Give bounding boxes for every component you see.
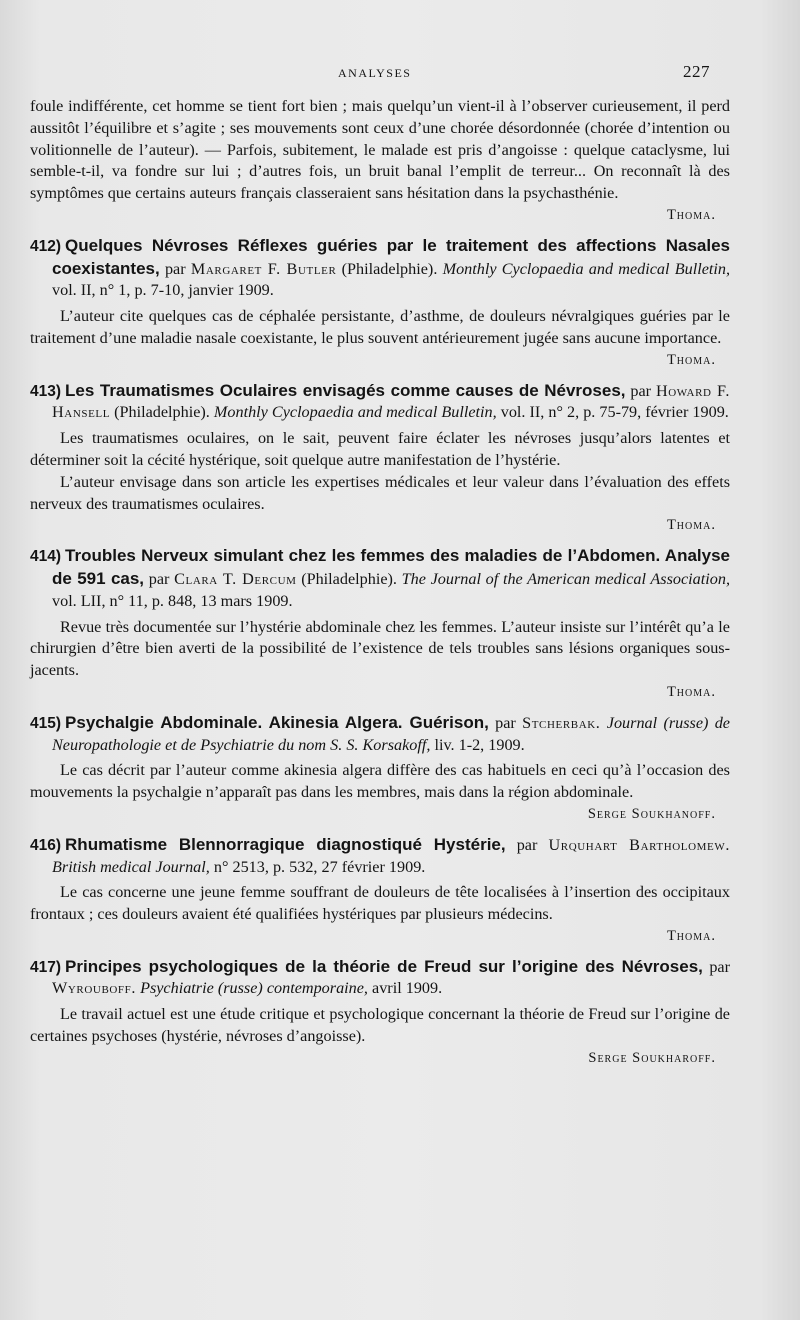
entry-location: (Philadelphie). (110, 403, 214, 422)
entry-title: Quelques Névroses Réflexes guéries par le traitement des affections Nasales coexistantes, (52, 235, 730, 278)
entry-author: Margaret F. Butler (190, 259, 337, 278)
entry-title: Principes psychologiques de la théorie de Freud sur l’origine des Névroses, (65, 956, 703, 976)
entry-by: par (625, 381, 656, 400)
analysis-entry (30, 380, 730, 538)
analysis-entry (30, 545, 730, 704)
entry-heading (30, 712, 730, 757)
entry-source: Monthly Cyclopaedia and medical Bulletin, (213, 403, 497, 422)
entry-author: Wyrouboff. (52, 979, 137, 998)
entry-paragraph: Le cas concerne une jeune femme souffrant de douleurs de tête localisées à l’insertion des occipitaux frontaux ; ces douleurs avaient été qualifiées hystériques par plusieurs médecins. (30, 883, 730, 924)
entry-signature: Thoma. (666, 927, 716, 944)
entry-author: Howard F. Hansell (52, 381, 730, 422)
entry-heading (30, 956, 730, 1001)
entry-by: par (488, 713, 523, 732)
entry-heading (30, 834, 730, 879)
entry-heading (30, 545, 730, 612)
entry-reference: vol. II, n° 1, p. 7-10, janvier 1909. (52, 281, 274, 300)
intro-signature: Thoma. (666, 206, 716, 223)
entry-title: Troubles Nerveux simulant chez les femmes des maladies de l’Abdomen. Analyse de 591 cas, (52, 546, 730, 588)
entry-signature: Thoma. (666, 517, 716, 534)
entry-source: The Journal of the American medical Association, (401, 569, 730, 588)
entry-title: Les Traumatismes Oculaires envisagés comme causes de Névroses, (65, 380, 626, 400)
entry-number: 415) (30, 714, 62, 732)
entry-paragraph: Revue très documentée sur l’hystérie abdominale chez les femmes. L’auteur insiste sur l’intérêt qu’a le chirurgien d’être bien averti de la possibilité de l’existence de tels troubles sans lésions organiques sous-jacents. (30, 617, 730, 680)
analysis-entry (30, 834, 730, 948)
analysis-entry (30, 956, 730, 1070)
running-head (0, 62, 800, 84)
entry-reference: n° 2513, p. 532, 27 février 1909. (209, 857, 426, 876)
entry-signature: Serge Soukharoff. (588, 1049, 716, 1066)
entry-author: Urquhart Bartholomew. (548, 835, 730, 854)
entry-signature: Serge Soukhanoff. (587, 805, 716, 822)
entry-location: (Philadelphie). (296, 569, 402, 588)
entry-source: British medical Journal, (52, 857, 210, 876)
entry-by: par (144, 569, 175, 588)
entry-paragraph: Les traumatismes oculaires, on le sait, peuvent faire éclater les névroses jusqu’alors latentes et déterminer soit la cécité hystérique, soit quelque autre manifestation de l’hystérie. (30, 429, 730, 469)
entry-title: Psychalgie Abdominale. Akinesia Algera. Guérison, (65, 712, 489, 732)
entry-paragraph: Le travail actuel est une étude critique et psychologique concernant la théorie de Freud sur l’origine de certaines psychoses (hystérie, névroses d’angoisse). (30, 1005, 730, 1046)
entry-number: 417) (30, 958, 62, 976)
entry-by: par (702, 957, 731, 976)
entry-paragraph: L’auteur envisage dans son article les expertises médicales et leur valeur dans l’évaluation des effets nerveux des traumatismes oculaires. (30, 472, 730, 513)
entry-signature: Thoma. (666, 351, 716, 368)
entry-number: 416) (30, 836, 62, 854)
entry-location: (Philadelphie). (336, 259, 443, 278)
entry-heading (30, 235, 730, 302)
entry-author: Stcherbak. (522, 713, 601, 732)
entry-paragraph: L’auteur cite quelques cas de céphalée persistante, d’asthme, de douleurs névralgiques guéries par le traitement d’une maladie nasale coexistante, le plus souvent antérieurement jugée sans aucune importance. (30, 307, 730, 347)
entry-number: 413) (30, 382, 62, 400)
page-number: 227 (683, 62, 710, 81)
entry-author: Clara T. Dercum (174, 569, 297, 588)
intro-paragraph: foule indifférente, cet homme se tient fort bien ; mais quelqu’un vient-il à l’observer curieusement, il perd aussitôt l’équilibre et s’agite ; ses mouvements sont ceux d’une chorée désordonnée (chorée d’intention ou volitionnelle de l’auteur). — Parfois, subitement, le malade est pris d’angoisse : quelque cataclysme, lui semble-t-il, va fondre sur lui ; d’autres fois, un bruit banal l’emplit de terreur... On reconnaît là des symptômes que certains auteurs français classeraient sans hésitation dans la psychasthénie. (30, 97, 730, 203)
entry-reference: vol. LII, n° 11, p. 848, 13 mars 1909. (52, 591, 293, 610)
entry-reference: avril 1909. (367, 979, 443, 998)
entry-reference: liv. 1-2, 1909. (430, 735, 525, 754)
entry-signature: Thoma. (666, 683, 716, 700)
entry-paragraph: Le cas décrit par l’auteur comme akinesia algera diffère des cas habituels en ceci qu’à l’occasion des mouvements la psychalgie n’apparaît pas dans les membres, mais dans la région abdominale. (30, 761, 730, 802)
entry-heading (30, 380, 730, 425)
page-body (30, 96, 730, 1070)
entry-by: par (159, 259, 191, 278)
entry-source: Psychiatrie (russe) contemporaine, (140, 979, 368, 998)
entry-source: Monthly Cyclopaedia and medical Bulletin, (442, 259, 731, 278)
entry-reference: vol. II, n° 2, p. 75-79, février 1909. (496, 403, 729, 422)
entry-number: 414) (30, 548, 62, 566)
entry-title: Rhumatisme Blennorragique diagnostiqué Hystérie, (65, 834, 506, 854)
running-head-title: ANALYSES (338, 66, 412, 80)
analysis-entry (30, 712, 730, 826)
entry-source: Journal (russe) de Neuropathologie et de Psychiatrie du nom S. S. Korsakoff, (52, 713, 730, 754)
entry-by: par (505, 835, 549, 854)
entries-list (30, 235, 730, 1070)
entry-number: 412) (30, 237, 62, 255)
analysis-entry (30, 235, 730, 372)
